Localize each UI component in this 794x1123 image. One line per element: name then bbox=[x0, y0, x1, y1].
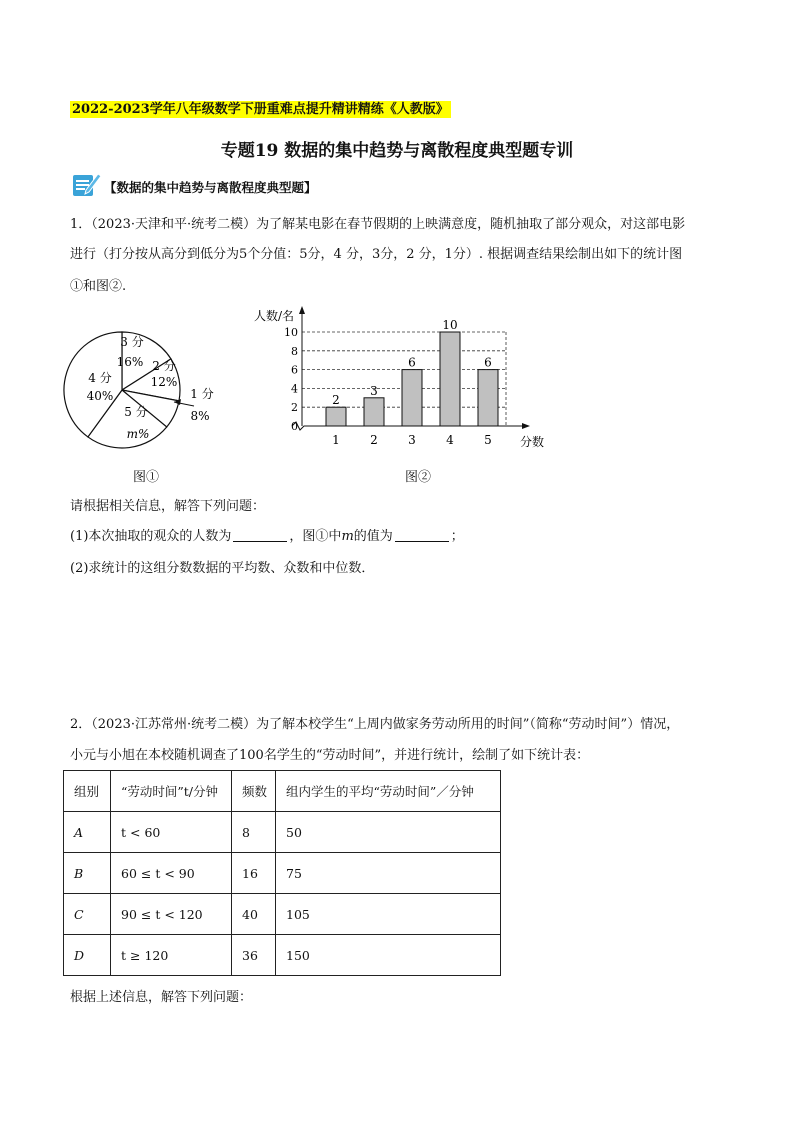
question-2-text: 2．（2023·江苏常州·统考二模）为了解本校学生“上周内做家务劳动所用的时间”（简称“劳动时间”）情况， bbox=[70, 717, 680, 732]
cell-time: 90 ≤ t < 120 bbox=[111, 894, 232, 935]
cell-group: C bbox=[64, 894, 111, 935]
pie-slice-label: 2 分 bbox=[152, 359, 176, 373]
y-tick-label: 10 bbox=[284, 326, 298, 339]
table-header-row bbox=[64, 771, 501, 812]
y-axis-label: 人数/名 bbox=[254, 309, 295, 323]
cell-average: 150 bbox=[276, 935, 501, 976]
bar bbox=[440, 332, 460, 426]
section-heading: 【数据的集中趋势与离散程度典型题】 bbox=[104, 180, 317, 195]
question-1-text-cont: 进行（打分按从高分到低分为5个分值：5分，4 分，3分，2 分，1分）. 根据调查结果绘制出如下的统计图 bbox=[70, 247, 683, 262]
pie-slice-label: 3 分 bbox=[120, 335, 144, 349]
variable-m: m bbox=[341, 529, 354, 544]
pie-slice-percent: 12% bbox=[150, 375, 178, 389]
y-tick-label: 6 bbox=[291, 363, 298, 377]
pie-slice-percent: 40% bbox=[86, 389, 114, 403]
part-1-text-a: (1)本次抽取的观众的人数为 bbox=[70, 529, 232, 544]
cell-frequency: 40 bbox=[232, 894, 276, 935]
part-1-text-b: ，图①中 bbox=[289, 529, 342, 544]
y-axis-arrowhead bbox=[299, 306, 305, 314]
pie-chart bbox=[60, 320, 250, 460]
cell-average: 105 bbox=[276, 894, 501, 935]
y-tick-label: 0 bbox=[291, 420, 298, 433]
pie-slice-percent: 8% bbox=[190, 409, 210, 423]
header-time: “劳动时间”t/分钟 bbox=[111, 771, 232, 812]
cell-time: t < 60 bbox=[111, 812, 232, 853]
bar-chart bbox=[240, 300, 560, 460]
question-2-prompt: 根据上述信息，解答下列问题： bbox=[70, 990, 253, 1005]
question-1-part-2: (2)求统计的这组分数数据的平均数、众数和中位数． bbox=[70, 561, 375, 576]
table-row bbox=[64, 812, 501, 853]
document-series-tag: 2022-2023学年八年级数学下册重难点提升精讲精练《人教版》 bbox=[72, 102, 449, 117]
header-group: 组别 bbox=[64, 771, 111, 812]
cell-group: D bbox=[64, 935, 111, 976]
question-2-text-cont: 小元与小旭在本校随机调查了100名学生的“劳动时间”，并进行统计，绘制了如下统计表： bbox=[70, 748, 590, 763]
table-row bbox=[64, 935, 501, 976]
figure-2-caption: 图② bbox=[405, 470, 432, 485]
x-tick-label: 1 bbox=[332, 433, 340, 447]
bar-value-label: 2 bbox=[332, 393, 340, 408]
x-tick-label: 5 bbox=[484, 433, 492, 447]
bar-value-label: 6 bbox=[408, 355, 416, 370]
cell-average: 50 bbox=[276, 812, 501, 853]
table-row bbox=[64, 853, 501, 894]
cell-frequency: 16 bbox=[232, 853, 276, 894]
pie-slice-percent: m% bbox=[126, 427, 150, 441]
bar-value-label: 3 bbox=[370, 383, 378, 398]
cell-time: 60 ≤ t < 90 bbox=[111, 853, 232, 894]
bar bbox=[326, 407, 346, 426]
part-1-text-d: ； bbox=[450, 529, 464, 544]
y-tick-label: 2 bbox=[291, 401, 298, 415]
answer-blank-count[interactable] bbox=[233, 527, 287, 542]
bar bbox=[478, 370, 498, 426]
cell-frequency: 36 bbox=[232, 935, 276, 976]
header-frequency: 频数 bbox=[232, 771, 276, 812]
header-average: 组内学生的平均“劳动时间”／分钟 bbox=[276, 771, 501, 812]
x-tick-label: 3 bbox=[408, 433, 416, 447]
pie-slice-percent: 16% bbox=[116, 355, 144, 369]
y-tick-label: 4 bbox=[291, 382, 298, 396]
pie-slice-label: 5 分 bbox=[124, 405, 148, 419]
x-tick-label: 4 bbox=[446, 433, 454, 447]
bar bbox=[364, 398, 384, 426]
bar bbox=[402, 370, 422, 426]
survey-table bbox=[63, 770, 501, 976]
pie-slice-label: 1 分 bbox=[190, 387, 214, 401]
question-1-prompt: 请根据相关信息，解答下列问题： bbox=[70, 499, 266, 514]
cell-average: 75 bbox=[276, 853, 501, 894]
cell-group: B bbox=[64, 853, 111, 894]
x-axis-label: 分数 bbox=[520, 435, 545, 449]
part-1-text-c: 的值为 bbox=[353, 529, 393, 544]
question-1-text: 1．（2023·天津和平·统考二模）为了解某电影在春节假期的上映满意度，随机抽取了部分观众，对这部电影 bbox=[70, 217, 686, 232]
figure-1-caption: 图① bbox=[133, 470, 160, 485]
pie-slice-label: 4 分 bbox=[88, 371, 112, 385]
table-row bbox=[64, 894, 501, 935]
page-title: 专题19 数据的集中趋势与离散程度典型题专训 bbox=[220, 141, 574, 161]
cell-time: t ≥ 120 bbox=[111, 935, 232, 976]
x-axis-arrowhead bbox=[522, 423, 530, 429]
y-tick-label: 8 bbox=[291, 344, 298, 358]
cell-group: A bbox=[64, 812, 111, 853]
cell-frequency: 8 bbox=[232, 812, 276, 853]
question-1-part-1 bbox=[70, 522, 726, 551]
answer-blank-m[interactable] bbox=[395, 527, 449, 542]
bar-value-label: 10 bbox=[442, 318, 458, 332]
note-edit-icon bbox=[72, 170, 102, 198]
bar-value-label: 6 bbox=[484, 355, 492, 370]
x-tick-label: 2 bbox=[370, 433, 378, 447]
question-1-text-end: ①和图②. bbox=[70, 279, 127, 294]
